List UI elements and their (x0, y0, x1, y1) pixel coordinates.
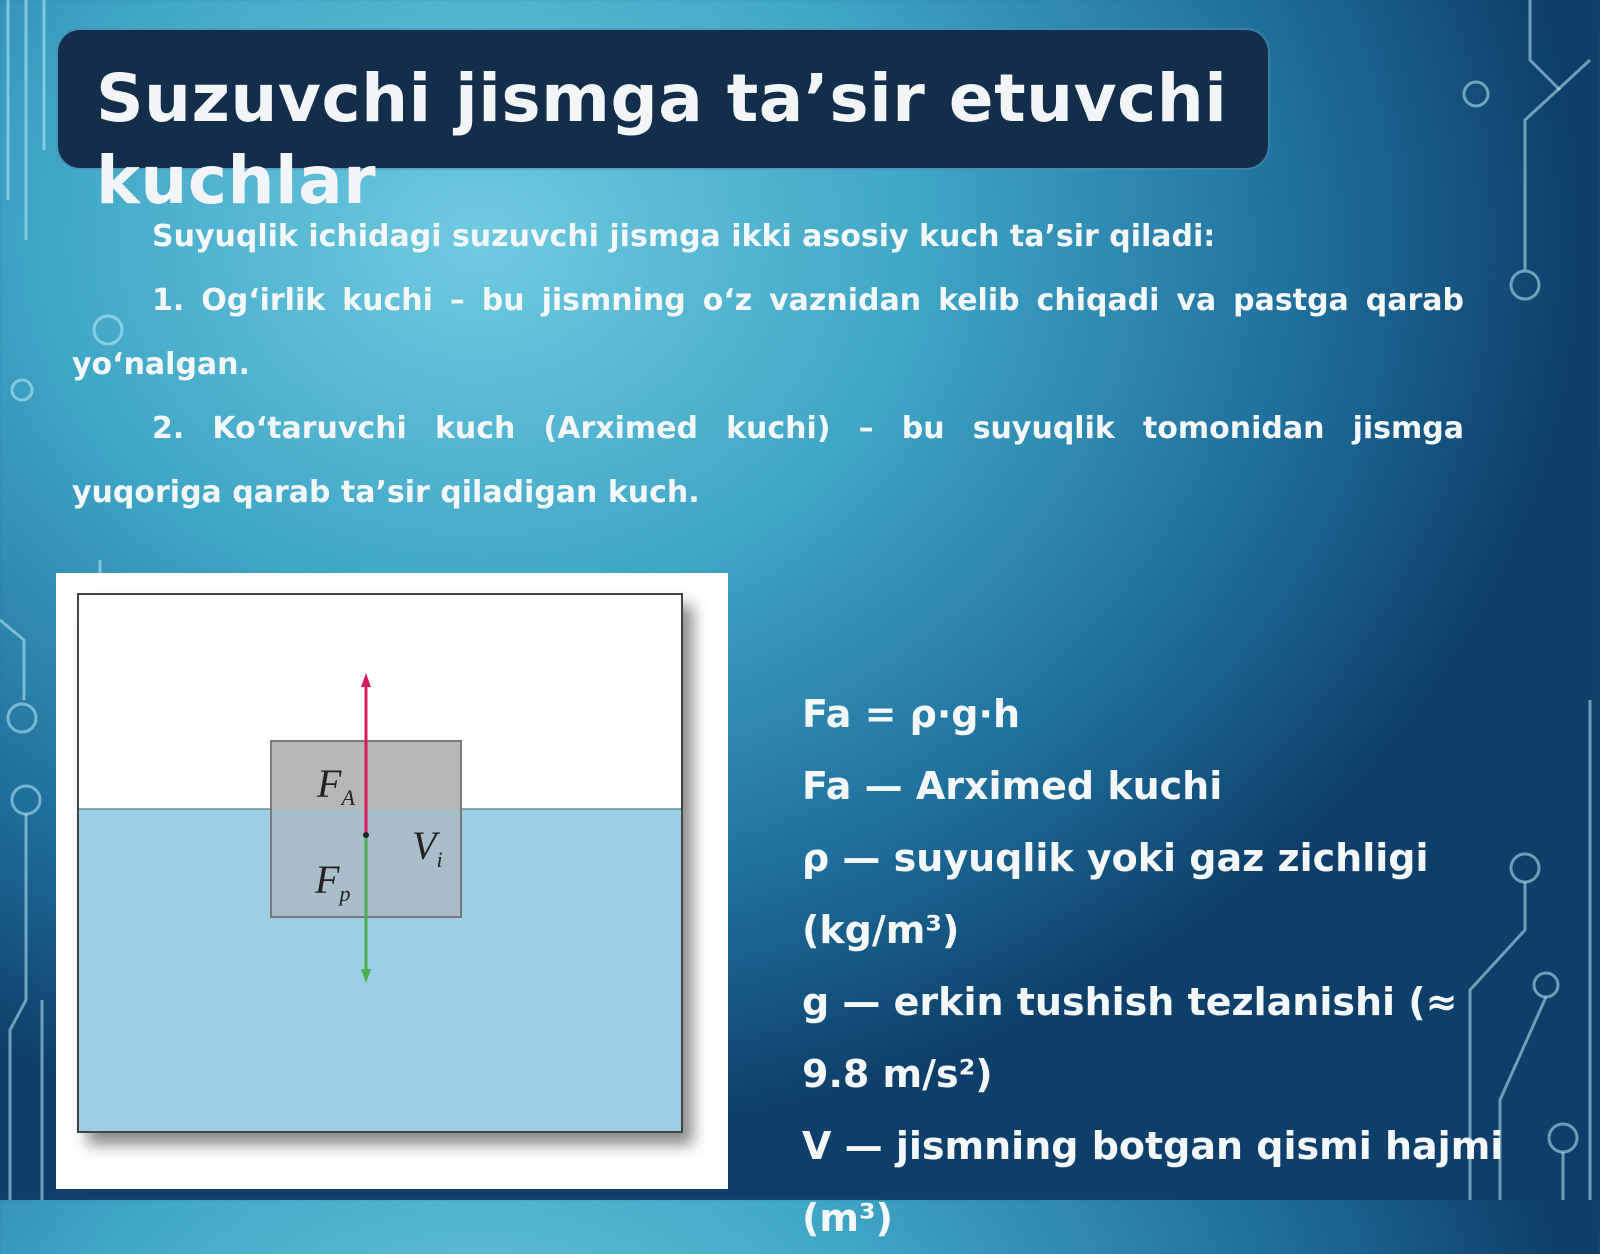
label-weight-force: $F_p$ (315, 857, 351, 906)
point-buoyancy: 2. Ko‘taruvchi kuch (Arximed kuchi) – bu suyuqlik tomonidan jismga yuqoriga qarab ta’sir qiladigan kuch. (72, 411, 1464, 510)
formula-line-rho: ρ — suyuqlik yoki gaz zichligi (kg/m³) (802, 836, 1429, 952)
buoyancy-diagram (77, 593, 683, 1133)
center-point (363, 832, 369, 838)
slide-title: Suzuvchi jismga ta’sir etuvchi kuchlar (96, 60, 1228, 219)
formula-block (728, 678, 1518, 1254)
formula-line-fa: Fa — Arximed kuchi (802, 764, 1223, 808)
point-gravity: 1. Og‘irlik kuchi – bu jismning o‘z vaznidan kelib chiqadi va pastga qarab yo‘nalgan. (72, 283, 1464, 382)
formula-line-g: g — erkin tushish tezlanishi (≈ 9.8 m/s²) (802, 980, 1458, 1096)
label-buoyant-force: $F_A$ (317, 761, 355, 810)
intro-paragraph: Suyuqlik ichidagi suzuvchi jismga ikki asosiy kuch ta’sir qiladi: (152, 219, 1216, 254)
diagram-svg (79, 595, 681, 1131)
label-volume: $V_i$ (412, 823, 443, 872)
formula-line-v: V — jismning botgan qismi hajmi (m³) (802, 1124, 1504, 1240)
body-text (72, 205, 1464, 525)
formula-equation: Fa = ρ·g·h (802, 692, 1020, 736)
